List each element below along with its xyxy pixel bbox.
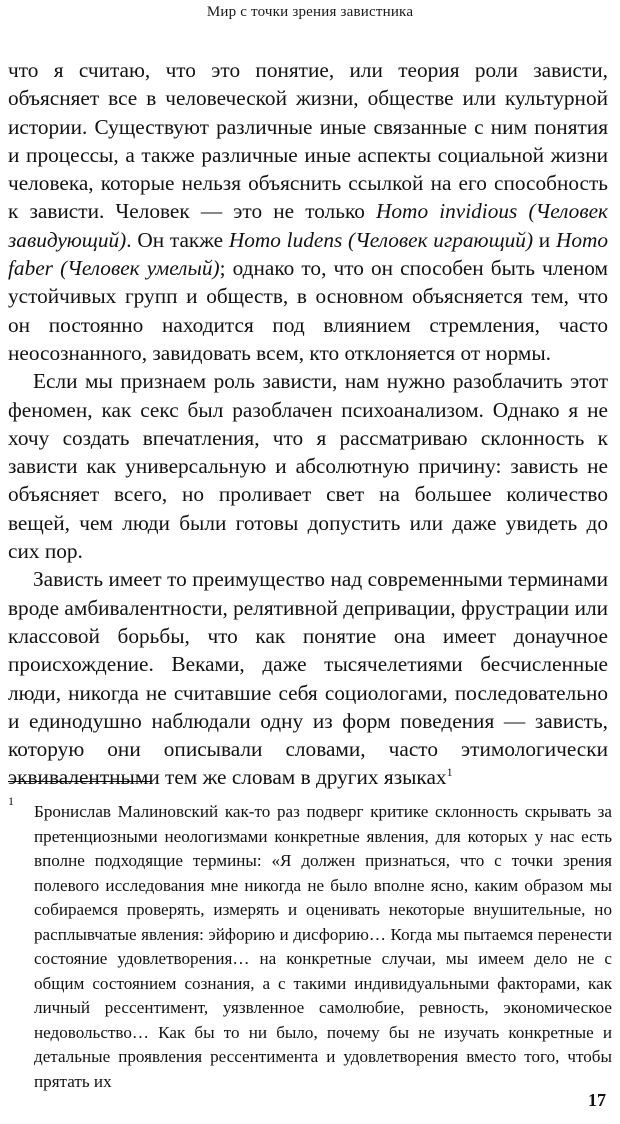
footnote-reference[interactable]: 1 <box>446 765 453 780</box>
latin-term-homo-faber: Homo faber (Человек умелый) <box>8 227 608 281</box>
paragraph-1-text-d: ; однако то, что он способен быть членом устойчивых групп и обществ, в основном объясняется тем, что он постоянно находится под влиянием стремления, часто неосознанного, завидовать всем, кто отклоняется от нормы. <box>8 256 608 365</box>
paragraph-2: Если мы признаем роль зависти, нам нужно разоблачить этот феномен, как секс был разоблачен психоанализом. Однако я не хочу создать впечатления, что я рассматриваю склонность к зависти как универсальную и абсолютную причину: зависть не объясняет всего, но проливает свет на большее количество вещей, чем люди были готовы допустить или даже увидеть до сих пор. <box>8 369 608 564</box>
paragraph-3-text: Зависть имеет то преимущество над современными терминами вроде амбивалентности, релятивной депривации, фрустрации или классовой борьбы, что как понятие она имеет донаучное происхождение. Веками, даже тысячелетиями бесчисленные люди, никогда не считавшие себя социологами, последовательно и единодушно наблюдали одну из форм поведения — зависть, которую они описывали словами, часто этимологически эквивалентными тем же словам в других языках <box>8 567 608 790</box>
paragraph-1-text-c: и <box>533 227 556 252</box>
page-number: 17 <box>588 1090 606 1110</box>
paragraph-3 <box>8 565 608 791</box>
footnote-divider <box>8 781 150 782</box>
main-text <box>8 56 608 792</box>
paragraph-1 <box>8 56 608 367</box>
running-header: Мир с точки зрения завистника <box>206 4 414 20</box>
latin-term-homo-ludens: Homo ludens (Человек играющий) <box>228 227 534 252</box>
paragraph-1-text-a: что я считаю, что это понятие, или теория роли зависти, объясняет все в человеческой жизни, обществе или культурной истории. Существуют различные иные связанные с ним понятия и процессы, а также различные иные аспекты социальной жизни человека, которые нельзя объяснить ссылкой на его способность к зависти. Человек — это не только <box>8 58 608 224</box>
latin-term-homo-invidious: Homo invidious (Человек завидующий) <box>8 199 608 252</box>
footnote-marker: 1 <box>8 794 14 808</box>
footnote <box>8 794 612 1094</box>
paragraph-1-text-b: . Он также <box>126 227 229 252</box>
footnote-text: Бронислав Малиновский как-то раз подверг критике склонность скрывать за претенциозными неологизмами конкретные явления, для которых у нас есть вполне подходящие термины: «Я должен признаться, что с точки зрения полевого исследования мне никогда не было вполне ясно, каким образом мы собираемся проверять, измерять и оценивать некоторые внушительные, но расплывчатые явления: эйфорию и дисфорию… Когда мы пытаемся перенести состояние удовлетворения… на конкретные случаи, мы имеем дело не с общим состоянием сознания, а с такими индивидуальными факторами, как личный рессентимент, уязвленное самолюбие, ревность, экономическое недовольство… Как бы то ни было, почему бы не изучать конкретные и детальные проявления рессентимента и удовлетворения вместо того, чтобы прятать их <box>34 802 612 1091</box>
